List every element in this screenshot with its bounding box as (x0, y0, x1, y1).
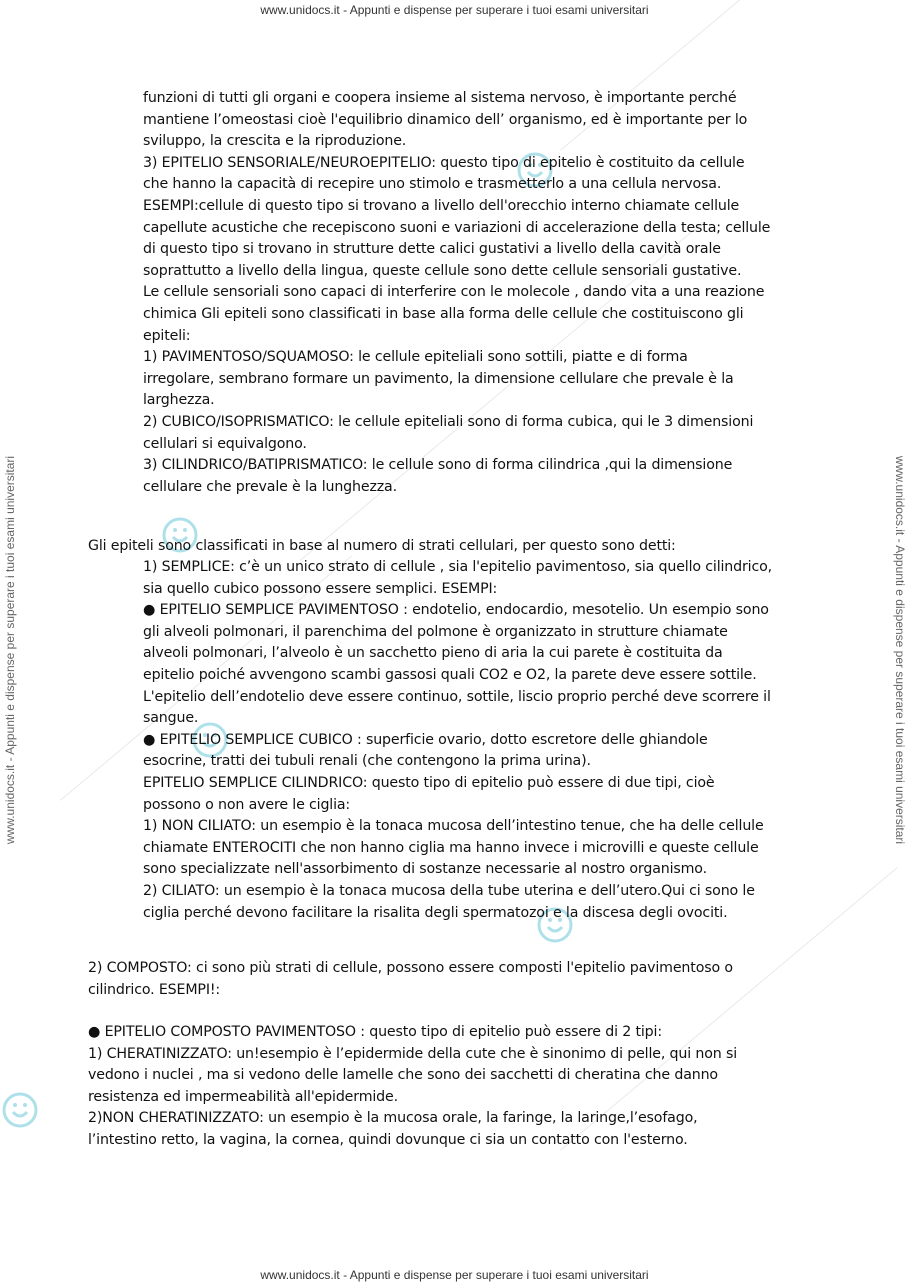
text-line: 1) SEMPLICE: c’è un unico strato di cellule , sia l'epitelio pavimentoso, sia quello cilindrico, (143, 559, 772, 575)
side-watermark-left: www.unidocs.it - Appunti e dispense per superare i tuoi esami universitari (3, 455, 17, 845)
text-line: cellulari si equivalgono. (143, 435, 307, 452)
side-watermark-right: www.unidocs.it - Appunti e dispense per superare i tuoi esami universitari (893, 455, 907, 845)
unidocs-logo-icon (0, 1090, 40, 1130)
text-line: 1) NON CILIATO: un esempio è la tonaca mucosa dell’intestino tenue, che ha delle cellule (143, 818, 764, 835)
text-line: 3) EPITELIO SENSORIALE/NEUROEPITELIO: questo tipo di epitelio è costituito da cellule (143, 154, 745, 171)
text-block-intro (143, 88, 770, 498)
footer-watermark[interactable]: www.unidocs.it - Appunti e dispense per superare i tuoi esami universitari (260, 1268, 649, 1282)
text-line: 1) PAVIMENTOSO/SQUAMOSO: le cellule epiteliali sono sottili, piatte e di forma (143, 349, 688, 366)
text-line: 2) COMPOSTO: ci sono più strati di cellule, possono essere composti l'epitelio pavimentoso o (88, 960, 733, 976)
text-line: sono specializzate nell'assorbimento di sostanze necessarie al nostro organismo. (143, 861, 707, 878)
text-line: alveoli polmonari, l’alveolo è un sacchetto pieno di aria la cui parete è costituita da (143, 645, 723, 662)
text-line: Gli epiteli sono classificati in base al numero di strati cellulari, per questo sono detti: (88, 538, 676, 554)
text-line: cilindrico. ESEMPI!: (88, 981, 221, 998)
text-line: L'epitelio dell’endotelio deve essere continuo, sottile, liscio proprio perché deve scorrere il (143, 688, 771, 705)
text-line: epiteli: (143, 327, 191, 344)
text-line: cellulare che prevale è la lunghezza. (143, 478, 397, 495)
text-line: possono o non avere le ciglia: (143, 796, 351, 813)
text-block-composto (88, 958, 733, 1001)
text-line: sviluppo, la crescita e la riproduzione. (143, 133, 407, 150)
text-block-strati-heading (88, 536, 676, 558)
text-line: ● EPITELIO SEMPLICE CUBICO : superficie ovario, dotto escretore delle ghiandole (143, 731, 708, 748)
text-line: ● EPITELIO SEMPLICE PAVIMENTOSO : endotelio, endocardio, mesotelio. Un esempio sono (143, 602, 769, 619)
text-line: Le cellule sensoriali sono capaci di interferire con le molecole , dando vita a una reazione (143, 284, 765, 301)
text-line: funzioni di tutti gli organi e coopera insieme al sistema nervoso, è importante perché (143, 90, 737, 106)
text-line: esocrine, tratti dei tubuli renali (che contengono la prima urina). (143, 753, 591, 770)
text-line: chiamate ENTEROCITI che non hanno ciglia ma hanno invece i microvilli e queste cellule (143, 839, 759, 856)
text-block-semplice (143, 557, 772, 924)
text-line: ciglia perché devono facilitare la risalita degli spermatozoi e la discesa degli ovociti. (143, 904, 728, 921)
text-line: che hanno la capacità di recepire uno stimolo e trasmetterlo a una cellula nervosa. (143, 176, 722, 193)
text-line: 2) CUBICO/ISOPRISMATICO: le cellule epiteliali sono di forma cubica, qui le 3 dimensioni (143, 413, 754, 430)
text-line: 2)NON CHERATINIZZATO: un esempio è la mucosa orale, la faringe, la laringe,l’esofago, (88, 1110, 698, 1127)
text-line: ● EPITELIO COMPOSTO PAVIMENTOSO : questo tipo di epitelio può essere di 2 tipi: (88, 1024, 662, 1040)
text-line: resistenza ed impermeabilità all'epidermide. (88, 1088, 398, 1105)
text-line: sangue. (143, 710, 199, 727)
text-line: 3) CILINDRICO/BATIPRISMATICO: le cellule sono di forma cilindrica ,qui la dimensione (143, 457, 733, 474)
text-line: sia quello cubico possono essere semplici. ESEMPI: (143, 580, 498, 597)
text-line: EPITELIO SEMPLICE CILINDRICO: questo tipo di epitelio può essere di due tipi, cioè (143, 774, 715, 791)
text-line: 2) CILIATO: un esempio è la tonaca mucosa della tube uterina e dell’utero.Qui ci sono le (143, 882, 755, 899)
text-line: vedono i nuclei , ma si vedono delle lamelle che sono dei sacchetti di cheratina che danno (88, 1067, 718, 1084)
text-block-composto-pavimentoso (88, 1022, 737, 1152)
text-line: l’intestino retto, la vagina, la cornea, quindi dovunque ci sia un contatto con l'esterno. (88, 1131, 688, 1148)
text-line: irregolare, sembrano formare un pavimento, la dimensione cellulare che prevale è la (143, 370, 734, 387)
text-line: capellute acustiche che recepiscono suoni e variazioni di accelerazione della testa; cellule (143, 219, 771, 236)
text-line: ESEMPI:cellule di questo tipo si trovano a livello dell'orecchio interno chiamate cellule (143, 197, 740, 214)
text-line: larghezza. (143, 392, 215, 409)
text-line: gli alveoli polmonari, il parenchima del polmone è organizzato in strutture chiamate (143, 623, 728, 640)
text-line: di questo tipo si trovano in strutture dette calici gustativi a livello della cavità orale (143, 241, 721, 258)
header-watermark[interactable]: www.unidocs.it - Appunti e dispense per superare i tuoi esami universitari (260, 3, 649, 17)
text-line: 1) CHERATINIZZATO: un!esempio è l’epidermide della cute che è sinonimo di pelle, qui non si (88, 1045, 737, 1062)
text-line: mantiene l’omeostasi cioè l'equilibrio dinamico dell’ organismo, ed è importante per lo (143, 111, 748, 128)
text-line: soprattutto a livello della lingua, queste cellule sono dette cellule sensoriali gustative. (143, 262, 742, 279)
text-line: chimica Gli epiteli sono classificati in base alla forma delle cellule che costituiscono gli (143, 305, 744, 322)
text-line: epitelio poiché avvengono scambi gassosi quali CO2 e O2, la parete deve essere sottile. (143, 666, 757, 683)
